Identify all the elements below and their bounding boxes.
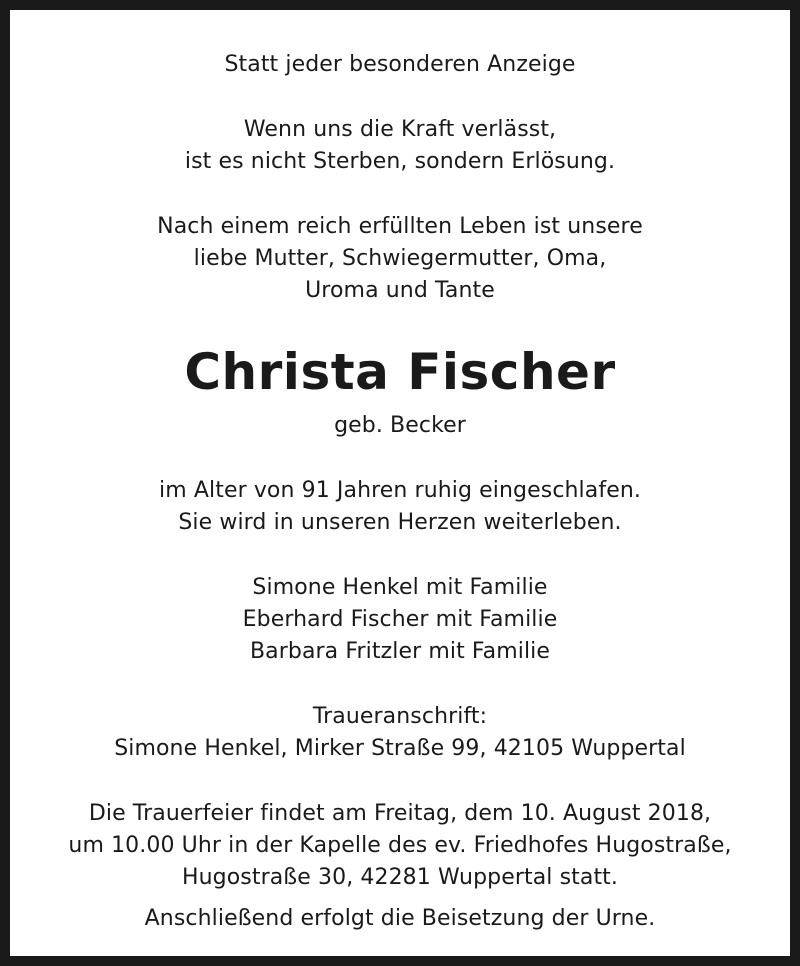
intro-line-1: Nach einem reich erfüllten Leben ist unsere [157, 214, 643, 239]
statement-line-1: im Alter von 91 Jahren ruhig eingeschlafen. [159, 478, 641, 503]
address: Simone Henkel, Mirker Straße 99, 42105 Wuppertal [114, 736, 686, 761]
statement-line-2: Sie wird in unseren Herzen weiterleben. [178, 510, 622, 535]
ceremony-line-1: Die Trauerfeier findet am Freitag, dem 10. August 2018, [88, 801, 712, 826]
maiden-name: geb. Becker [334, 413, 466, 438]
ceremony-line-2: um 10.00 Uhr in der Kapelle des ev. Friedhofes Hugostraße, [68, 833, 732, 858]
intro-line-2: liebe Mutter, Schwiegermutter, Oma, [193, 246, 607, 271]
address-label: Traueranschrift: [312, 704, 488, 729]
mourner-3: Barbara Fritzler mit Familie [249, 639, 551, 664]
quote-line-2: ist es nicht Sterben, sondern Erlösung. [184, 149, 616, 174]
mourner-1: Simone Henkel mit Familie [252, 575, 548, 600]
quote-line-1: Wenn uns die Kraft verlässt, [243, 117, 557, 142]
mourner-2: Eberhard Fischer mit Familie [242, 607, 558, 632]
notice-header: Statt jeder besonderen Anzeige [224, 52, 576, 77]
burial-note: Anschließend erfolgt die Beisetzung der Urne. [144, 906, 656, 931]
notice-content [20, 20, 780, 946]
intro-line-3: Uroma und Tante [305, 278, 495, 303]
deceased-name: Christa Fischer [184, 343, 616, 401]
ceremony-line-3: Hugostraße 30, 42281 Wuppertal statt. [181, 865, 619, 890]
